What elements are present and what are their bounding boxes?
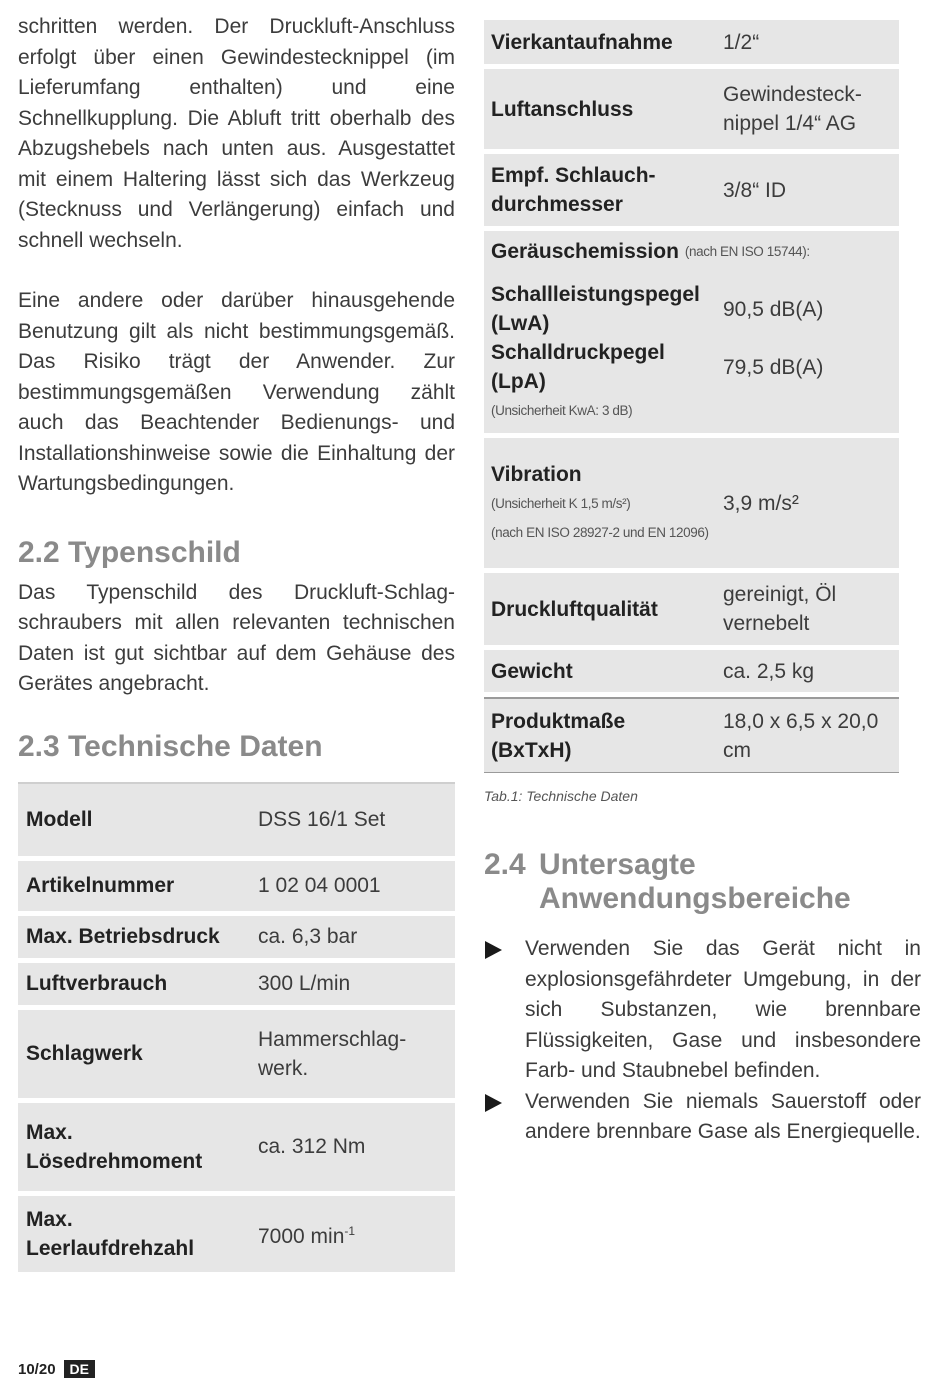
spec-value: 1 02 04 0001 — [250, 861, 455, 911]
page-number: 10/20 — [18, 1360, 56, 1378]
table-row — [18, 963, 455, 1005]
table-row — [18, 784, 455, 856]
section-heading-technische-daten: 2.3 Technische Daten — [18, 729, 323, 763]
spec-key: Luftanschluss — [484, 69, 716, 149]
spec-value: ca. 6,3 bar — [250, 916, 455, 958]
left-column — [18, 12, 455, 1277]
sound-power-row — [491, 280, 892, 338]
typenschild-paragraph: Das Typenschild des Druckluft-Schlagschraubers mit allen relevanten technischen Daten ist gut sichtbar auf dem Gehäuse des Gerätes angebracht. — [18, 580, 455, 695]
spec-value: 18,0 x 6,5 x 20,0 cm — [716, 697, 899, 773]
vibration-standard-note: (nach EN ISO 28927-2 und EN 12096) — [491, 524, 709, 540]
noise-standard-note: (nach EN ISO 15744): — [684, 244, 810, 259]
table-row — [484, 573, 899, 645]
speed-unit-exponent: -1 — [344, 1223, 356, 1238]
prohibited-list — [484, 934, 921, 1148]
section-number: 2.4 — [484, 848, 526, 881]
table-row — [484, 650, 899, 692]
sound-pressure-row — [491, 338, 892, 396]
list-item — [484, 934, 921, 1087]
spec-value — [250, 1196, 455, 1272]
spec-key: Max. Leerlaufdrehzahl — [18, 1196, 250, 1272]
noise-header — [491, 237, 892, 266]
triangle-bullet-icon — [484, 934, 525, 1087]
spec-value: Hammerschlagwerk. — [250, 1010, 455, 1098]
table-row — [18, 1010, 455, 1098]
list-item — [484, 1087, 921, 1148]
spec-table-left — [18, 779, 455, 1277]
spec-value: 1/2“ — [716, 20, 899, 64]
spec-key: Produktmaße (BxTxH) — [484, 697, 716, 773]
spec-key: Artikelnummer — [18, 861, 250, 911]
spec-value: 3,9 m/s² — [716, 438, 899, 568]
table-row — [484, 438, 899, 568]
usage-paragraph: Eine andere oder darüber hinausgehende Benutzung gilt als nicht bestimmungsgemäß. Das Risiko trägt der Anwender. Zur bestimmungsgemäßen Verwendung zählt auch das Beachtender Bedienungs- und Installationshinweise sowie die Einhaltung der Wartungsbedingungen. — [18, 289, 455, 495]
spec-value: 300 L/min — [250, 963, 455, 1005]
spec-key: Schallleistungspegel (LwA) — [491, 283, 700, 335]
table-row — [484, 154, 899, 226]
table-row — [18, 916, 455, 958]
spec-key: Gewicht — [484, 650, 716, 692]
spec-key: Vibration — [491, 462, 582, 486]
spec-value: 3/8“ ID — [716, 154, 899, 226]
noise-block — [484, 231, 899, 433]
table-row — [18, 861, 455, 911]
spec-value: ca. 2,5 kg — [716, 650, 899, 692]
spec-key: Luftverbrauch — [18, 963, 250, 1005]
table-caption: Tab.1: Technische Daten — [484, 788, 638, 804]
page-footer — [18, 1360, 95, 1378]
table-row — [18, 1103, 455, 1191]
spec-value: Gewindestecknippel 1/4“ AG — [716, 69, 899, 149]
section-heading-untersagte — [484, 848, 899, 916]
spec-key: Schalldruckpegel (LpA) — [491, 341, 665, 393]
spec-key: Modell — [18, 784, 250, 856]
uncertainty-note: (Unsicherheit KwA: 3 dB) — [491, 403, 633, 418]
spec-value: gereinigt, Öl vernebelt — [716, 573, 899, 645]
noise-cell — [484, 231, 899, 433]
vibration-key-cell — [484, 438, 716, 568]
spec-key: Druckluftqualität — [484, 573, 716, 645]
intro-paragraph: schritten werden. Der Druckluft-Anschluss erfolgt über einen Gewindestecknippel (im Lieferumfang enthalten) und eine Schnellkupplung. Die Abluft tritt oberhalb des Abzugshebels nach unten aus. Ausgestattet mit einem Haltering lässt sich das Werkzeug (Stecknuss und Verlängerung) einfach und schnell wechseln. — [18, 15, 455, 252]
table-row — [484, 697, 899, 773]
spec-table-right — [484, 15, 899, 778]
spec-key: Max. Betriebsdruck — [18, 916, 250, 958]
language-badge: DE — [64, 1360, 95, 1378]
speed-value: 7000 min — [258, 1224, 345, 1248]
spec-key: Empf. Schlauchdurchmesser — [484, 154, 716, 226]
table-row — [484, 20, 899, 64]
right-column — [484, 20, 921, 1148]
list-item-text: Verwenden Sie das Gerät nicht in explosionsgefährdeter Umgebung, in der sich Substanzen, wie brennbare Flüssigkeiten, Gase und insbesondere Farb- und Staubnebel befinden. — [525, 937, 921, 1082]
section-heading-typenschild: 2.2 Typenschild — [18, 535, 241, 569]
vibration-uncertainty-note: (Unsicherheit K 1,5 m/s²) — [491, 495, 631, 511]
spec-key: Geräuschemission — [491, 240, 679, 263]
spec-key: Max. Lösedrehmoment — [18, 1103, 250, 1191]
spec-value: ca. 312 Nm — [250, 1103, 455, 1191]
spec-value: DSS 16/1 Set — [250, 784, 455, 856]
list-item-text: Verwenden Sie niemals Sauerstoff oder andere brennbare Gase als Energiequelle. — [525, 1089, 921, 1143]
spec-value: 79,5 dB(A) — [723, 355, 824, 379]
table-row — [484, 69, 899, 149]
triangle-bullet-icon — [484, 1087, 525, 1148]
spec-key: Vierkantaufnahme — [484, 20, 716, 64]
table-row — [18, 1196, 455, 1272]
section-title: Untersagte Anwendungsbereiche — [539, 848, 851, 915]
spec-value: 90,5 dB(A) — [723, 297, 824, 321]
spec-key: Schlagwerk — [18, 1010, 250, 1098]
